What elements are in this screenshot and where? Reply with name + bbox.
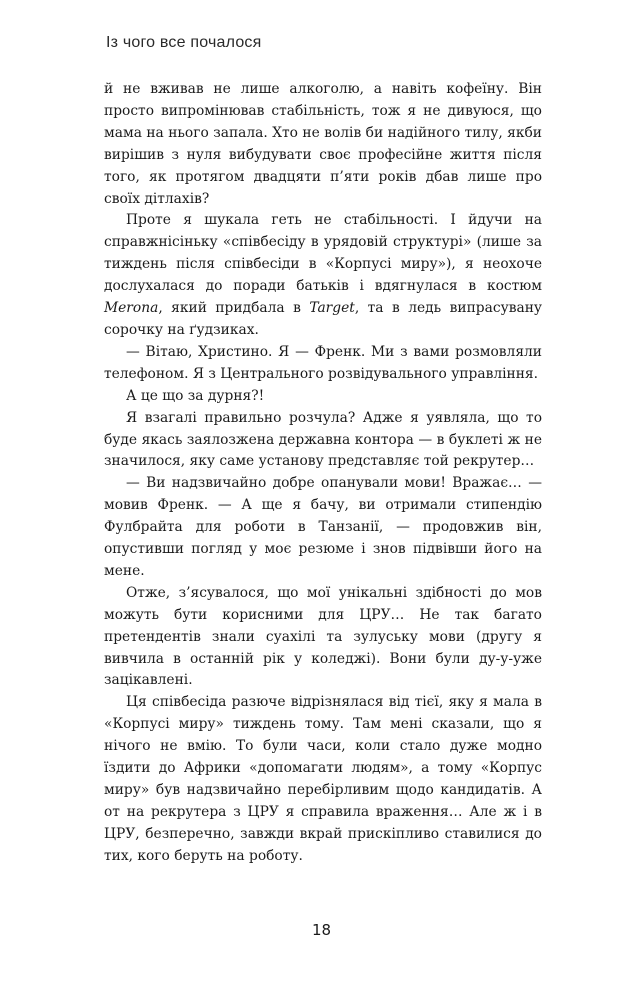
running-header: Із чого все почалося xyxy=(106,34,262,51)
paragraph-7: Отже, з’ясувалося, що мої унікальні здібності до мов можуть бути корисними для ЦРУ… Не так багато претендентів знали суахілі та зулуську мови (другу я вивчила в останній рік у коледжі). Вони були ду-у-уже зацікавлені. xyxy=(104,584,542,689)
paragraph-4: А це що за дурня?! xyxy=(126,387,265,404)
paragraph-8: Ця співбесіда разюче відрізнялася від тієї, яку я мала в «Корпусі миру» тиждень тому. Там мені сказали, що я нічого не вмію. То були часи, коли стало дуже модно їздити до Африки «допомагати людям», а тому «Корпус миру» був надзвичайно перебірливим щодо кандидатів. А от на рекрутера з ЦРУ я справила враження… Але ж і в ЦРУ, безперечно, завжди вкрай прискіпливо ставилися до тих, кого беруть на роботу. xyxy=(104,694,542,864)
paragraph-5: Я взагалі правильно розчула? Адже я уявляла, що то буде якась заялозжена державна контора — в буклеті ж не значилося, яку саме установу представляє той рекрутер… xyxy=(104,409,542,470)
paragraph-3: — Вітаю, Христино. Я — Френк. Ми з вами розмовляли телефоном. Я з Центрального розвідувального управління. xyxy=(104,343,542,382)
paragraph-1: й не вживав не лише алкоголю, а навіть кофеїну. Він просто випромінював стабільність, тож я не дивуюся, що мама на нього запала. Хто не волів би надійного тилу, якби вирішив з нуля вибудувати своє професійне життя після того, як протягом двадцяти п’яти років дбав лише про своїх дітлахів? xyxy=(104,81,542,207)
paragraph-6: — Ви надзвичайно добре опанували мови! Вражає… — мовив Френк. — А ще я бачу, ви отримали стипендію Фулбрайта для роботи в Танзанії, — продовжив він, опустивши погляд у моє резюме і знов підвівши його на мене. xyxy=(104,475,542,579)
paragraph-2: Проте я шукала геть не стабільності. І йдучи на справжнісіньку «співбесіду в урядовій структурі» (лише за тиждень після співбесіди в «Корпусі миру»), я неохоче дослухалася до поради батьків і вдягнулася в костюм Merona, який придбала в Target, та в ледь випрасувану сорочку на ґудзиках. xyxy=(104,212,543,338)
page-number: 18 xyxy=(311,921,332,939)
body-text xyxy=(104,79,542,868)
